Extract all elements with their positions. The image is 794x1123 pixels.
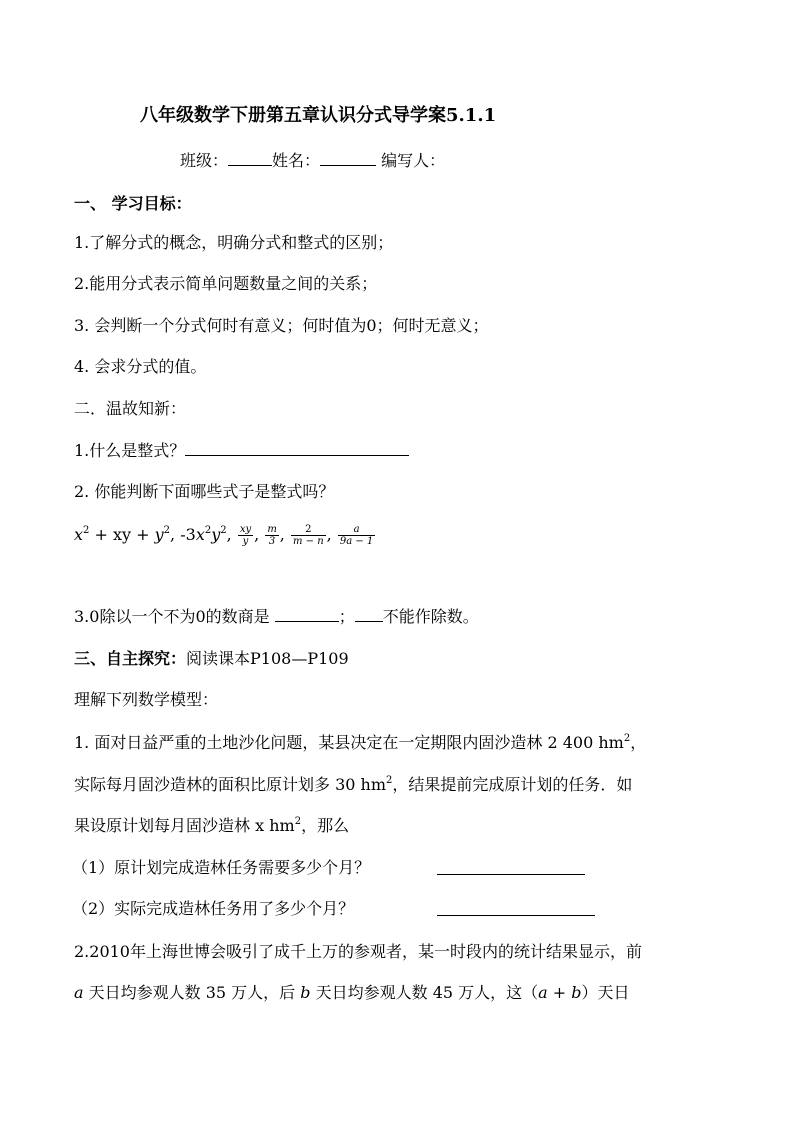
fraction-denominator: y [242,536,249,547]
problem-2-text: 天日均参观人数 45 万人，这（ [310,983,539,1002]
expr-separator: , [254,525,260,544]
fraction-denominator: m − n [292,536,324,547]
fraction-denominator: 3 [268,536,276,547]
problem-2-text: + [547,983,572,1002]
sub-question-1-blank[interactable] [437,860,585,875]
expr-var: y [211,525,221,544]
expr-exp: 2 [220,525,227,536]
expr-exp: 2 [204,525,212,536]
expr-separator: , [226,525,232,544]
fraction-numerator: xy [239,524,252,535]
variable-a: a [74,983,84,1002]
problem-1-text: 1. 面对日益严重的土地沙化问题，某县决定在一定期限内固沙造林 2 400 hm [74,733,624,752]
sub-question-2 [72,899,354,919]
section-1-heading: 一、 学习目标： [74,194,192,213]
student-info-line [180,151,445,171]
sub-question-2-blank[interactable] [437,901,595,916]
problem-1-text: 实际每月固沙造林的面积比原计划多 30 hm [74,775,387,794]
sub-question-1-text: （1）原计划完成造林任务需要多少个月？ [72,858,371,877]
variable-b: b [300,983,311,1002]
section-3-intro: 理解下列数学模型： [74,690,219,709]
question-1-text: 1.什么是整式？ [74,441,186,460]
section-3-heading-bold: 三、自主探究： [74,649,187,668]
question-3-text-a: 3.0除以一个不为0的数商是 [74,607,270,626]
question-3-text-b: ； [338,607,355,626]
problem-1-line-2 [74,775,632,795]
expr-var: x [74,525,84,544]
fraction-m-over-3 [265,524,278,547]
unit-exponent: 2 [386,775,393,786]
expr-var: x [195,525,205,544]
unit-exponent: 2 [623,733,631,744]
question-2: 2. 你能判断下面哪些式子是整式吗？ [74,482,335,501]
problem-1-text: ，结果提前完成原计划的任务．如 [392,775,633,794]
class-label: 班级： [180,151,229,170]
fraction-numerator: a [338,524,375,536]
fraction-denominator: 9a − 1 [339,536,374,547]
problem-1-line-1 [74,733,646,753]
question-3 [74,607,479,627]
problem-1-text: 果设原计划每月固沙造林 x hm [74,816,295,835]
name-label: 姓名： [272,151,321,170]
expr-text: , -3 [170,525,196,544]
fraction-2-over-m-minus-n [291,524,326,547]
question-3-blank-1[interactable] [275,607,339,622]
fraction-a-over-9a-minus-1 [338,524,375,547]
question-1-answer-blank[interactable] [185,441,409,456]
section-3-heading [74,649,349,669]
expr-var: y [154,525,164,544]
question-3-text-c: 不能作除数。 [382,607,479,626]
problem-1-text: ，那么 [301,816,350,835]
unit-exponent: 2 [294,816,302,827]
expression-list [74,522,376,548]
objective-4: 4. 会求分式的值。 [74,357,207,376]
problem-1-line-3 [74,816,349,836]
expr-separator: , [279,525,285,544]
class-blank[interactable] [228,151,272,166]
expr-exp: 2 [163,525,171,536]
writer-label: 编写人： [381,151,446,170]
expr-separator: , [326,525,332,544]
section-3-heading-rest: 阅读课本P108—P109 [186,649,349,668]
question-3-blank-2[interactable] [355,607,383,622]
fraction-numerator: m [267,524,277,535]
variable-a: a [538,983,548,1002]
objective-3: 3. 会判断一个分式何时有意义；何时值为0；何时无意义； [74,316,489,335]
question-1 [74,441,409,461]
fraction-numerator: 2 [291,524,326,536]
sub-question-1 [72,858,370,878]
variable-b: b [571,983,582,1002]
expr-text: + xy + [89,525,155,544]
objective-1: 1.了解分式的概念，明确分式和整式的区别； [74,233,394,252]
sub-question-2-text: （2）实际完成造林任务用了多少个月？ [72,899,355,918]
problem-2-text: 天日均参观人数 35 万人，后 [83,983,301,1002]
expr-exp: 2 [83,525,90,536]
objective-2: 2.能用分式表示简单问题数量之间的关系； [74,274,378,293]
problem-2-text: ）天日 [581,983,630,1002]
page-title: 八年级数学下册第五章认识分式导学案5.1.1 [140,105,497,126]
section-2-heading: 二．温故知新： [74,399,187,418]
fraction-xy-over-y [238,524,253,547]
problem-2-line-2 [74,983,630,1003]
problem-1-text: ， [630,733,647,752]
problem-2-line-1: 2.2010年上海世博会吸引了成千上万的参观者，某一时段内的统计结果显示，前 [74,942,642,961]
name-blank[interactable] [320,151,376,166]
